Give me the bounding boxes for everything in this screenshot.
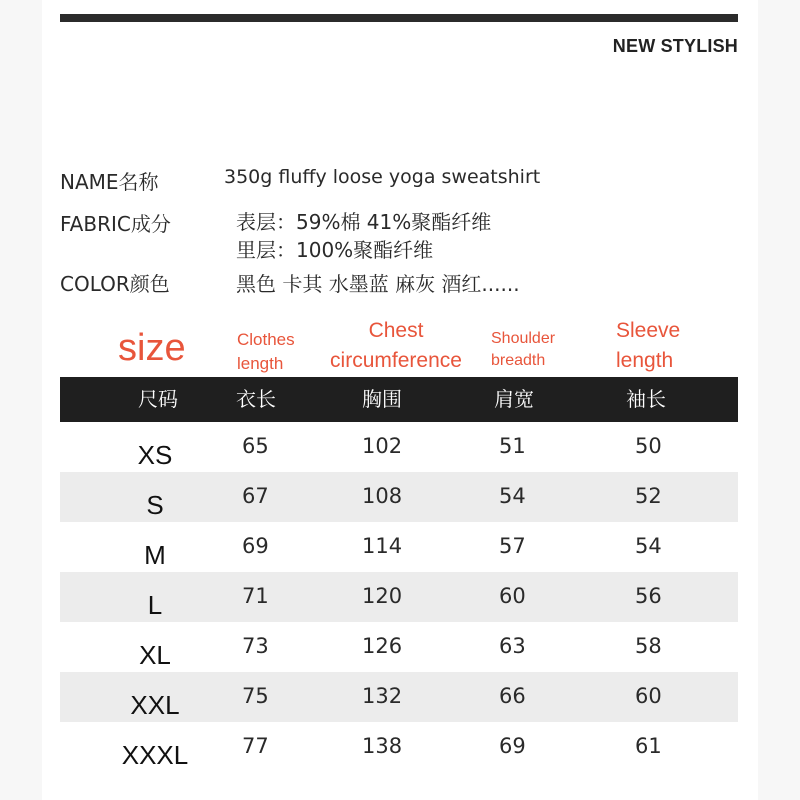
top-divider (60, 14, 738, 22)
column-header-chest: 胸围 (362, 387, 402, 411)
clothes-length-label (237, 328, 295, 376)
shoulder-line2: breadth (491, 352, 546, 369)
row-chest: 102 (362, 434, 403, 458)
chest-line1: Chest (368, 319, 424, 342)
chest-line2: circumference (330, 349, 462, 372)
clothes-length-line1: Clothes (237, 330, 295, 349)
sleeve-line2: length (616, 349, 674, 372)
table-row (60, 522, 738, 572)
sleeve-line1: Sleeve (616, 319, 681, 342)
name-label: NAME名称 (60, 170, 159, 194)
column-header-size: 尺码 (138, 387, 178, 411)
row-shoulder: 66 (499, 684, 526, 708)
row-length: 67 (242, 484, 269, 508)
color-value: 黑色 卡其 水墨蓝 麻灰 酒红...... (236, 272, 520, 296)
row-shoulder: 51 (499, 434, 526, 458)
brand-title: NEW STYLISH (612, 36, 738, 56)
column-header-shoulder: 肩宽 (494, 387, 534, 411)
size-table-header (60, 377, 738, 422)
shoulder-line1: Shoulder (491, 330, 556, 347)
table-row (60, 472, 738, 522)
row-sleeve: 56 (635, 584, 662, 608)
row-length: 65 (242, 434, 269, 458)
table-row (60, 572, 738, 622)
row-sleeve: 60 (635, 684, 662, 708)
row-size: L (147, 590, 163, 620)
row-shoulder: 63 (499, 634, 526, 658)
row-chest: 126 (362, 634, 403, 658)
row-sleeve: 58 (635, 634, 662, 658)
row-size: XL (139, 640, 171, 670)
chest-label (316, 316, 476, 376)
row-length: 73 (242, 634, 269, 658)
clothes-length-line2: length (237, 354, 284, 373)
row-chest: 132 (362, 684, 403, 708)
row-shoulder: 57 (499, 534, 526, 558)
row-length: 69 (242, 534, 269, 558)
fabric-inner: 里层：100%聚酯纤维 (236, 238, 434, 262)
row-sleeve: 50 (635, 434, 662, 458)
color-label: COLOR颜色 (60, 272, 170, 296)
row-chest: 138 (362, 734, 403, 758)
row-shoulder: 54 (499, 484, 526, 508)
fabric-values (236, 208, 491, 264)
row-length: 77 (242, 734, 269, 758)
row-size: XXXL (121, 740, 189, 770)
row-size: XXL (130, 690, 180, 720)
size-table-body (60, 422, 738, 772)
row-size: M (144, 540, 166, 570)
size-label: size (118, 327, 186, 369)
row-chest: 120 (362, 584, 403, 608)
column-header-length: 衣长 (236, 387, 276, 411)
table-row (60, 622, 738, 672)
shoulder-label (491, 328, 555, 372)
row-length: 71 (242, 584, 269, 608)
row-chest: 108 (362, 484, 403, 508)
sleeve-label (616, 316, 680, 376)
table-row (60, 722, 738, 772)
row-shoulder: 60 (499, 584, 526, 608)
row-size: XS (137, 440, 173, 470)
row-chest: 114 (362, 534, 403, 558)
fabric-outer: 表层：59%棉 41%聚酯纤维 (236, 210, 492, 234)
row-size: S (146, 490, 164, 520)
english-column-labels (0, 310, 800, 376)
name-value: 350g fluffy loose yoga sweatshirt (224, 166, 541, 188)
row-sleeve: 54 (635, 534, 662, 558)
column-header-sleeve: 袖长 (626, 387, 666, 411)
row-shoulder: 69 (499, 734, 526, 758)
row-sleeve: 61 (635, 734, 662, 758)
table-row (60, 672, 738, 722)
table-row (60, 422, 738, 472)
row-length: 75 (242, 684, 269, 708)
row-sleeve: 52 (635, 484, 662, 508)
fabric-label: FABRIC成分 (60, 212, 171, 236)
